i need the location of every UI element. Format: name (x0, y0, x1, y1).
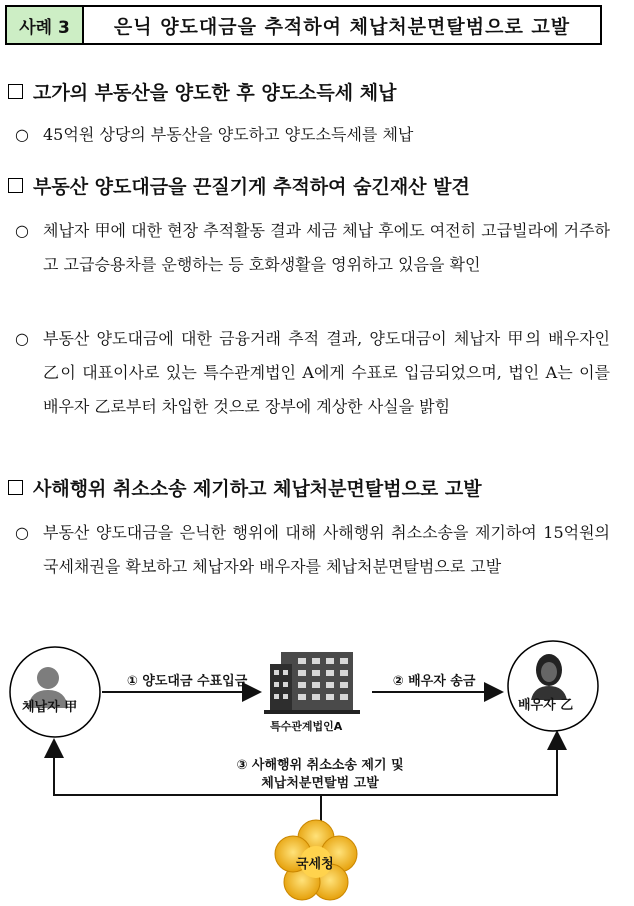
bullet-text: 부동산 양도대금에 대한 금융거래 추적 결과, 양도대금이 체납자 甲의 배우자인 乙이 대표이사로 있는 특수관계법인 A에게 수표로 입금되었으며, 법인 A는 이를 배우자 乙로부터 차입한 것으로 장부에 계상한 사실을 밝힘 (43, 329, 610, 416)
step3-label-line1: ③ 사해행위 취소소송 제기 및 (236, 758, 404, 773)
corporation-label: 특수관계법인A (270, 720, 343, 733)
flow-diagram (0, 630, 634, 906)
step1-label: ① 양도대금 수표입금 (126, 674, 248, 689)
case-title: 은닉 양도대금을 추적하여 체납처분면탈범으로 고발 (113, 15, 571, 38)
bullet-text: 부동산 양도대금을 은닉한 행위에 대해 사해행위 취소소송을 제기하여 15억원의 국세채권을 확보하고 체납자와 배우자를 체납처분면탈범으로 고발 (43, 523, 610, 576)
square-bullet-icon (8, 84, 23, 99)
circle-bullet-icon: ○ (15, 125, 29, 144)
section-heading-text: 고가의 부동산을 양도한 후 양도소득세 체납 (33, 82, 397, 104)
spouse-node (508, 641, 598, 731)
section-heading-text: 부동산 양도대금을 끈질기게 추적하여 숨긴재산 발견 (33, 176, 470, 198)
circle-bullet-icon: ○ (15, 523, 29, 542)
building-icon (264, 652, 360, 714)
debtor-label: 체납자 甲 (22, 700, 78, 715)
circle-bullet-icon: ○ (15, 221, 29, 240)
square-bullet-icon (8, 480, 23, 495)
list-item (15, 118, 610, 152)
section-heading-2 (8, 172, 470, 199)
nts-label: 국세청 (296, 857, 334, 872)
circle-bullet-icon: ○ (15, 329, 29, 348)
step3-label-line2: 체납처분면탈범 고발 (261, 776, 379, 791)
list-item (15, 322, 610, 424)
debtor-node (10, 647, 100, 737)
section-heading-3 (8, 474, 482, 501)
case-header (5, 5, 602, 45)
section-heading-text: 사해행위 취소소송 제기하고 체납처분면탈범으로 고발 (33, 478, 482, 500)
section-heading-1 (8, 78, 396, 105)
spouse-label: 배우자 乙 (518, 698, 574, 713)
bullet-text: 45억원 상당의 부동산을 양도하고 양도소득세를 체납 (43, 125, 414, 144)
list-item (15, 516, 610, 584)
bullet-text: 체납자 甲에 대한 현장 추적활동 결과 세금 체납 후에도 여전히 고급빌라에 거주하고 고급승용차를 운행하는 등 호화생활을 영위하고 있음을 확인 (43, 221, 610, 274)
square-bullet-icon (8, 178, 23, 193)
step2-label: ② 배우자 송금 (392, 674, 476, 689)
case-label: 사례 3 (7, 7, 84, 43)
list-item (15, 214, 610, 282)
